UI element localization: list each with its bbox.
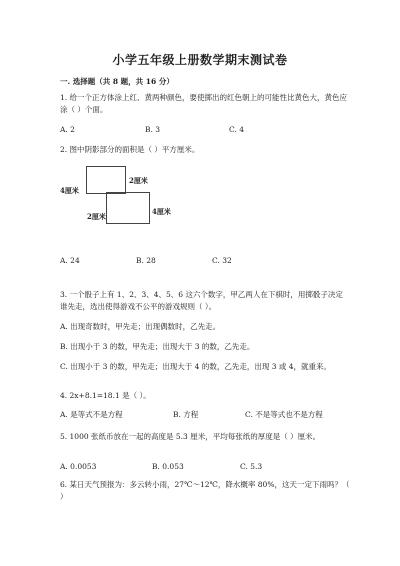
- question-2-option-a[interactable]: A. 24: [60, 256, 80, 265]
- question-2-option-c[interactable]: C. 32: [212, 256, 232, 265]
- question-3-option-c[interactable]: C. 出现小于 3 的数，甲先走；出现大于 4 的数，乙先走，出现 3 或 4，就重来。: [60, 362, 332, 371]
- square-bottom-right: [106, 192, 150, 224]
- question-1: 1. 给一个正方体涂上红、黄两种颜色，要使掷出的红色朝上的可能性比黄色大，黄色应涂（ ）个面。: [60, 93, 348, 114]
- figure-label-left: 4厘米: [60, 186, 79, 195]
- question-1-option-a[interactable]: A. 2: [60, 125, 75, 134]
- question-4-option-b[interactable]: B. 方程: [173, 410, 199, 419]
- question-4-option-c[interactable]: C. 不是等式也不是方程: [245, 410, 323, 419]
- question-2-option-b[interactable]: B. 28: [136, 256, 156, 265]
- figure-label-mid: 2厘米: [87, 212, 106, 221]
- question-5-option-c[interactable]: C. 5.3: [240, 462, 263, 471]
- figure-label-right: 4厘米: [152, 207, 171, 216]
- question-6: 6. 某日天气预报为：多云转小雨，27℃～12℃，降水概率 80%，这天一定下雨吗？（ ）: [60, 480, 350, 501]
- question-2: 2. 图中阴影部分的面积是（ ）平方厘米。: [60, 145, 200, 154]
- question-1-option-c[interactable]: C. 4: [229, 125, 245, 134]
- question-3: 3. 一个骰子上有 1、2、3、4、5、6 这六个数字，甲乙两人在下棋时，用掷骰子决定谁先走，选出使得游戏不公平的游戏规则（ ）。: [60, 290, 343, 311]
- figure-label-top: 2厘米: [129, 176, 148, 185]
- question-5-option-a[interactable]: A. 0.0053: [60, 462, 97, 471]
- question-1-option-b[interactable]: B. 3: [145, 125, 161, 134]
- question-4: 4. 2x+8.1=18.1 是（ ）。: [60, 391, 151, 400]
- page-title: 小学五年级上册数学期末测试卷: [112, 53, 288, 67]
- question-4-option-a[interactable]: A. 是等式不是方程: [60, 410, 123, 419]
- question-5-option-b[interactable]: B. 0.053: [152, 462, 184, 471]
- question-5: 5. 1000 张纸币放在一起的高度是 5.3 厘米，平均每张纸的厚度是（ ）厘米。: [60, 432, 321, 441]
- square-top-left: [86, 166, 126, 194]
- question-3-option-b[interactable]: B. 出现小于 3 的数，甲先走；出现大于 3 的数，乙先走。: [60, 342, 255, 351]
- overlapping-squares-figure: [60, 166, 180, 226]
- question-3-option-a[interactable]: A. 出现奇数时，甲先走；出现偶数时，乙先走。: [60, 322, 221, 331]
- section-heading: 一. 选择题（共 8 题，共 16 分）: [60, 77, 174, 86]
